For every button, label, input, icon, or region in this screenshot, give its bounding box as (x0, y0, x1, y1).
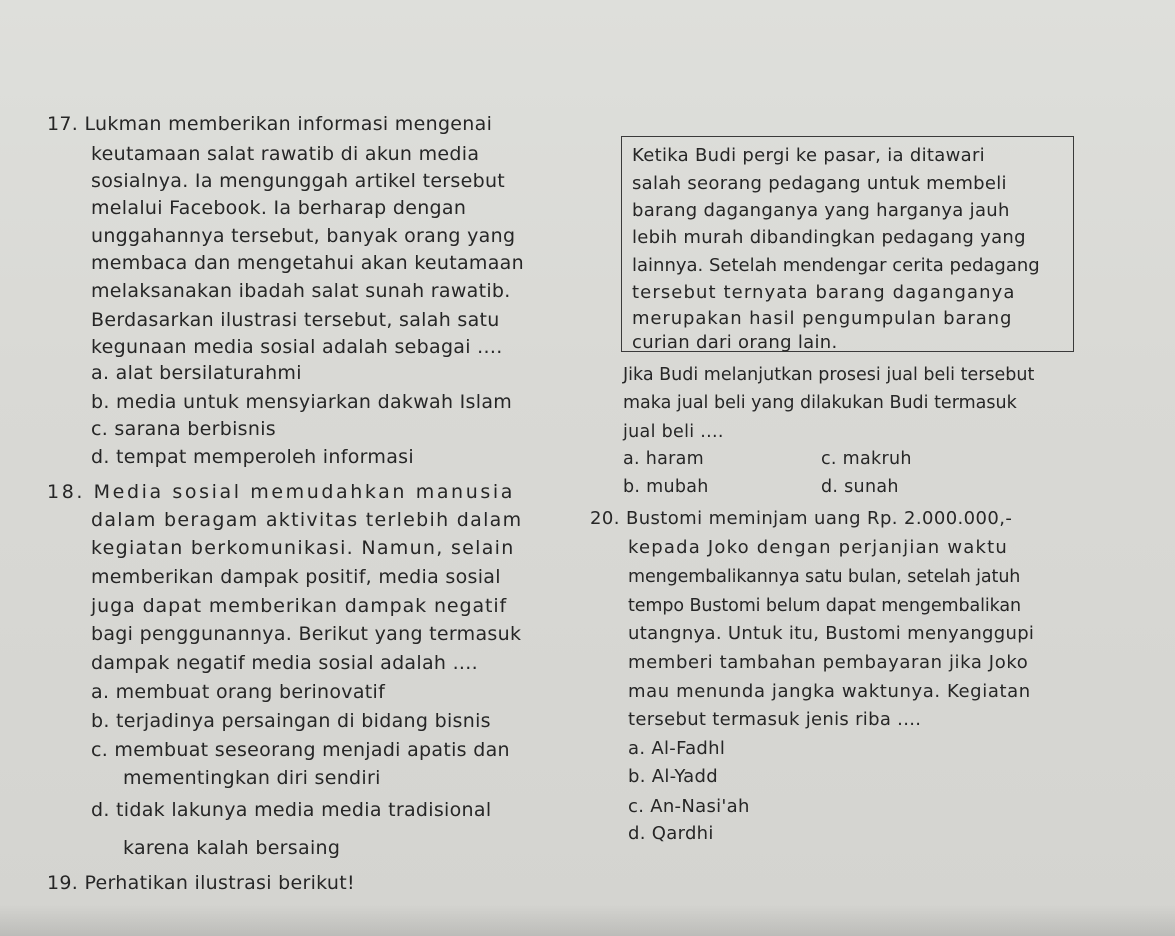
budi-line: jual beli .... (623, 422, 724, 442)
q20-line: 20. Bustomi meminjam uang Rp. 2.000.000,- (590, 508, 1013, 529)
story-line: lainnya. Setelah mendengar cerita pedagang (632, 255, 1040, 276)
q20-option-c: c. An-Nasi'ah (628, 796, 750, 817)
q18-line: 18. Media sosial memudahkan manusia (47, 481, 515, 503)
q18-option-c-cont: mementingkan diri sendiri (123, 767, 381, 789)
story-line: curian dari orang lain. (632, 332, 838, 353)
q17-line: membaca dan mengetahui akan keutamaan (91, 252, 524, 274)
q18-option-c: c. membuat seseorang menjadi apatis dan (91, 739, 510, 761)
page-shadow (0, 904, 1175, 936)
q17-option-d: d. tempat memperoleh informasi (91, 446, 414, 468)
question-19: 19. Perhatikan ilustrasi berikut! (47, 872, 355, 894)
budi-option-a: a. haram (623, 449, 705, 469)
q17-option-c: c. sarana berbisnis (91, 418, 276, 440)
budi-option-c: c. makruh (821, 449, 912, 469)
story-line: Ketika Budi pergi ke pasar, ia ditawari (632, 145, 985, 166)
q18-option-d-cont: karena kalah bersaing (123, 837, 341, 859)
q18-line: dampak negatif media sosial adalah .... (91, 652, 478, 674)
q17-line: 17. Lukman memberikan informasi mengenai (47, 113, 493, 135)
budi-line: Jika Budi melanjutkan prosesi jual beli tersebut (623, 365, 1035, 385)
q20-line: kepada Joko dengan perjanjian waktu (628, 537, 1008, 558)
budi-option-d: d. sunah (821, 477, 899, 497)
q17-line: kegunaan media sosial adalah sebagai .... (91, 336, 503, 358)
q18-option-d: d. tidak lakunya media media tradisional (91, 799, 492, 821)
q20-line: memberi tambahan pembayaran jika Joko (628, 652, 1029, 673)
story-line: merupakan hasil pengumpulan barang (632, 308, 1013, 329)
q17-line: melalui Facebook. Ia berharap dengan (91, 197, 467, 219)
budi-line: maka jual beli yang dilakukan Budi termasuk (623, 393, 1017, 413)
q18-line: bagi penggunannya. Berikut yang termasuk (91, 623, 522, 645)
story-line: barang daganganya yang harganya jauh (632, 200, 1010, 221)
q17-line: keutamaan salat rawatib di akun media (91, 143, 480, 165)
q20-line: tersebut termasuk jenis riba .... (628, 709, 922, 730)
q20-line: mengembalikannya satu bulan, setelah jatuh (628, 567, 1021, 587)
q20-option-b: b. Al-Yadd (628, 766, 718, 787)
q18-line: memberikan dampak positif, media sosial (91, 566, 501, 588)
q17-line: Berdasarkan ilustrasi tersebut, salah satu (91, 309, 500, 331)
q20-option-d: d. Qardhi (628, 823, 714, 844)
q20-line: tempo Bustomi belum dapat mengembalikan (628, 596, 1021, 616)
q18-option-b: b. terjadinya persaingan di bidang bisnis (91, 710, 491, 732)
q18-option-a: a. membuat orang berinovatif (91, 681, 386, 703)
q20-option-a: a. Al-Fadhl (628, 738, 726, 759)
q18-line: juga dapat memberikan dampak negatif (91, 595, 508, 617)
budi-option-b: b. mubah (623, 477, 709, 497)
q18-line: dalam beragam aktivitas terlebih dalam (91, 509, 523, 531)
q17-option-b: b. media untuk mensyiarkan dakwah Islam (91, 391, 513, 413)
q17-line: unggahannya tersebut, banyak orang yang (91, 225, 516, 247)
story-line: lebih murah dibandingkan pedagang yang (632, 227, 1026, 248)
story-line: tersebut ternyata barang daganganya (632, 282, 1016, 303)
q20-line: mau menunda jangka waktunya. Kegiatan (628, 681, 1031, 702)
q17-line: melaksanakan ibadah salat sunah rawatib. (91, 280, 511, 302)
story-line: salah seorang pedagang untuk membeli (632, 173, 1007, 194)
q20-line: utangnya. Untuk itu, Bustomi menyanggupi (628, 623, 1035, 644)
q17-line: sosialnya. Ia mengunggah artikel tersebut (91, 170, 506, 192)
q18-line: kegiatan berkomunikasi. Namun, selain (91, 537, 515, 559)
q17-option-a: a. alat bersilaturahmi (91, 362, 302, 384)
